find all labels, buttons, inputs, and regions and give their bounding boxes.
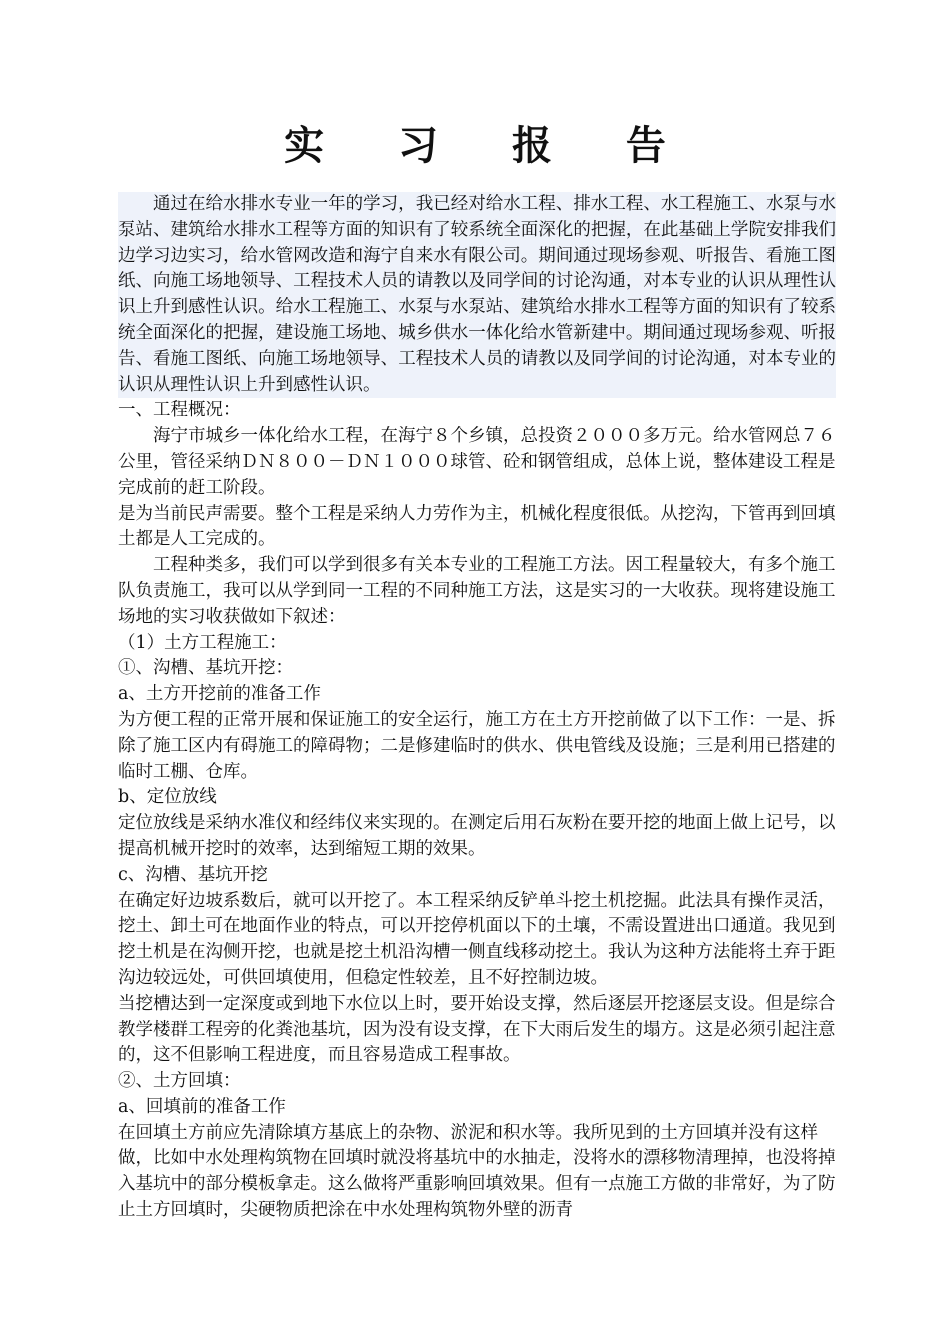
- subsection-heading-earthwork: （1）土方工程施工：: [118, 632, 287, 653]
- step-heading-trench: c、沟槽、基坑开挖: [118, 864, 268, 885]
- overview-paragraph: 海宁市城乡一体化给水工程，在海宁８个乡镇，总投资２０００多万元。给水管网总７６公里，管径采纳ＤＮ８００－ＤＮ１０００球管、砼和钢管组成，总体上说，整体建设工程是完成前的赶工阶段。: [118, 426, 836, 498]
- report-body: [118, 192, 836, 1224]
- step-heading-preparation: a、土方开挖前的准备工作: [118, 684, 321, 705]
- overview-paragraph: 是为当前民声需要。整个工程是采纳人力劳作为主，机械化程度很低。从挖沟，下管再到回填土都是人工完成的。: [118, 503, 836, 550]
- step-paragraph: 在回填土方前应先清除填方基底上的杂物、淤泥和积水等。我所见到的土方回填并没有这样做，比如中水处理构筑物在回填时就没将基坑中的水抽走，没将水的漂移物清理掉，也没将掉入基坑中的部分模板拿走。这么做将严重影响回填效果。但有一点施工方做的非常好，为了防止土方回填时，尖硬物质把涂在中水处理构筑物外壁的沥青: [118, 1122, 836, 1221]
- intro-paragraph: 通过在给水排水专业一年的学习，我已经对给水工程、排水工程、水工程施工、水泵与水泵站、建筑给水排水工程等方面的知识有了较系统全面深化的把握，在此基础上学院安排我们边学习边实习，给水管网改造和海宁自来水有限公司。期间通过现场参观、听报告、看施工图纸、向施工场地领导、工程技术人员的请教以及同学间的讨论沟通，对本专业的认识从理性认识上升到感性认识。给水工程施工、水泵与水泵站、建筑给水排水工程等方面的知识有了较系统全面深化的把握，建设施工场地、城乡供水一体化给水管新建中。期间通过现场参观、听报告、看施工图纸、向施工场地领导、工程技术人员的请教以及同学间的讨论沟通，对本专业的认识从理性认识上升到感性认识。: [118, 192, 836, 398]
- step-paragraph: 定位放线是采纳水准仪和经纬仪来实现的。在测定后用石灰粉在要开挖的地面上做上记号，以提高机械开挖时的效率，达到缩短工期的效果。: [118, 813, 836, 859]
- page-title: 实 习 报 告: [284, 122, 696, 169]
- step-paragraph: 在确定好边坡系数后，就可以开挖了。本工程采纳反铲单斗挖土机挖掘。此法具有操作灵活，挖土、卸土可在地面作业的特点，可以开挖停机面以下的土壤，不需设置进出口通道。我见到挖土机是在沟侧开挖，也就是挖土机沿沟槽一侧直线移动挖土。我认为这种方法能将土弃于距沟边较远处，可供回填使用，但稳定性较差，且不好控制边坡。: [118, 890, 836, 988]
- step-paragraph: 当挖槽达到一定深度或到地下水位以上时，要开始设支撑，然后逐层开挖逐层支设。但是综合教学楼群工程旁的化粪池基坑，因为没有设支撑，在下大雨后发生的塌方。这是必须引起注意的，这不但影响工程进度，而且容易造成工程事故。: [118, 993, 836, 1066]
- item-heading-excavation: ①、沟槽、基坑开挖：: [118, 658, 293, 679]
- section-heading-overview: 一、工程概况：: [118, 400, 241, 421]
- step-heading-backfill-prep: a、回填前的准备工作: [118, 1096, 286, 1117]
- item-heading-backfill: ②、土方回填：: [118, 1071, 241, 1092]
- step-paragraph: 为方便工程的正常开展和保证施工的安全运行，施工方在土方开挖前做了以下工作：一是、拆除了施工区内有碍施工的障碍物；二是修建临时的供水、供电管线及设施；三是利用已搭建的临时工棚、仓库。: [118, 709, 836, 782]
- overview-paragraph: 工程种类多，我们可以学到很多有关本专业的工程施工方法。因工程量较大，有多个施工队负责施工，我可以从学到同一工程的不同种施工方法，这是实习的一大收获。现将建设施工场地的实习收获做如下叙述：: [118, 555, 836, 627]
- step-heading-positioning: b、定位放线: [118, 787, 217, 808]
